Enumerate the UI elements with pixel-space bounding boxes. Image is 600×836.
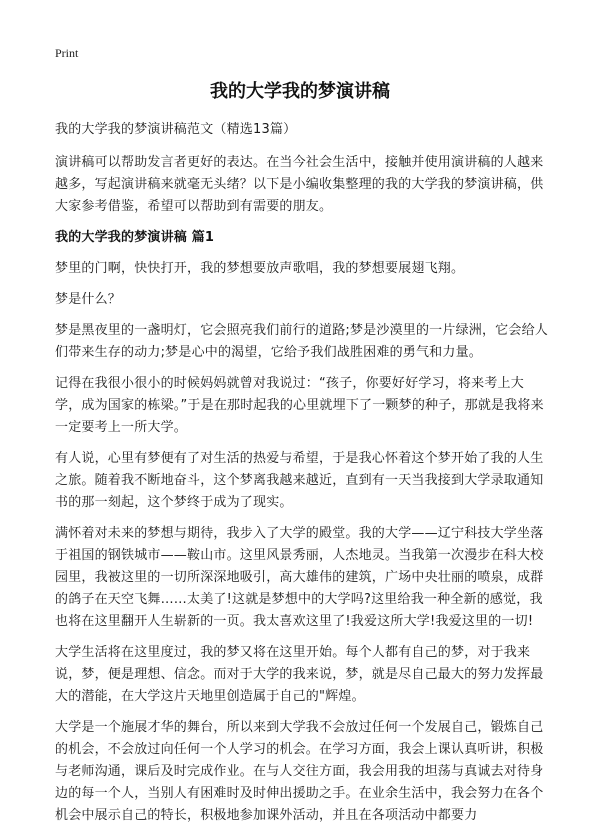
body-paragraph-7: 大学生活将在这里度过，我的梦又将在这里开始。每个人都有自己的梦，对于我来说，梦，便是理想、信念。而对于大学的我来说，梦，就是尽自己最大的努力发挥最大的潜能，在大学这片天地里创造属于自己的"辉煌。 — [55, 645, 544, 704]
body-paragraph-8: 大学是一个施展才华的舞台，所以来到大学我不会放过任何一个发展自己，锻炼自己的机会，不会放过向任何一个人学习的机会。在学习方面，我会上课认真听讲，积极与老师沟通，课后及时完成作业。在与人交往方面，我会用我的坦荡与真诚去对待身边的每一个人，当别人有困难时及时伸出援助之手。在业余生活中，我会努力在各个机会中展示自己的特长，积极地参加课外活动，并且在各项活动中都要力 — [55, 720, 544, 823]
body-paragraph-5: 有人说，心里有梦便有了对生活的热爱与希望，于是我心怀着这个梦开始了我的人生之旅。随着我不断地奋斗，这个梦离我越来越近，直到有一天当我接到大学录取通知书的那一刻起，这个梦终于成为了现实。 — [55, 451, 544, 510]
section-heading: 我的大学我的梦演讲稿 篇1 — [55, 230, 215, 245]
body-paragraph-2: 梦是什么？ — [55, 292, 122, 307]
print-link[interactable]: Print — [55, 46, 79, 60]
body-paragraph-6: 满怀着对未来的梦想与期待，我步入了大学的殿堂。我的大学——辽宁科技大学坐落于祖国的钢铁城市——鞍山市。这里风景秀丽，人杰地灵。当我第一次漫步在科大校园里，我被这里的一切所深深地吸引，高大雄伟的建筑，广场中央壮丽的喷泉，成群的鸽子在天空飞舞……太美了!这就是梦想中的大学吗?这里给我一种全新的感觉，我也将在这里翻开人生崭新的一页。我太喜欢这里了!我爱这所大学!我爱这里的一切! — [55, 526, 544, 629]
body-paragraph-4: 记得在我很小很小的时候妈妈就曾对我说过：“孩子，你要好好学习，将来考上大学，成为国家的栋梁。”于是在那时起我的心里就埋下了一颗梦的种子，那就是我将来一定要考上一所大学。 — [55, 376, 544, 435]
document-body — [55, 119, 548, 836]
body-paragraph-3: 梦是黑夜里的一盏明灯，它会照亮我们前行的道路;梦是沙漠里的一片绿洲，它会给人们带来生存的动力;梦是心中的渴望，它给予我们战胜困难的勇气和力量。 — [55, 323, 548, 360]
page-title: 我的大学我的梦演讲稿 — [210, 81, 390, 102]
document-subtitle: 我的大学我的梦演讲稿范文（精选13篇） — [55, 122, 297, 137]
body-paragraph-1: 梦里的门啊，快快打开，我的梦想要放声歌唱，我的梦想要展翅飞翔。 — [55, 261, 465, 276]
intro-paragraph: 演讲稿可以帮助发言者更好的表达。在当今社会生活中，接触并使用演讲稿的人越来越多，写起演讲稿来就毫无头绪？以下是小编收集整理的我的大学我的梦演讲稿，供大家参考借鉴，希望可以帮助到有需要的朋友。 — [55, 155, 544, 214]
